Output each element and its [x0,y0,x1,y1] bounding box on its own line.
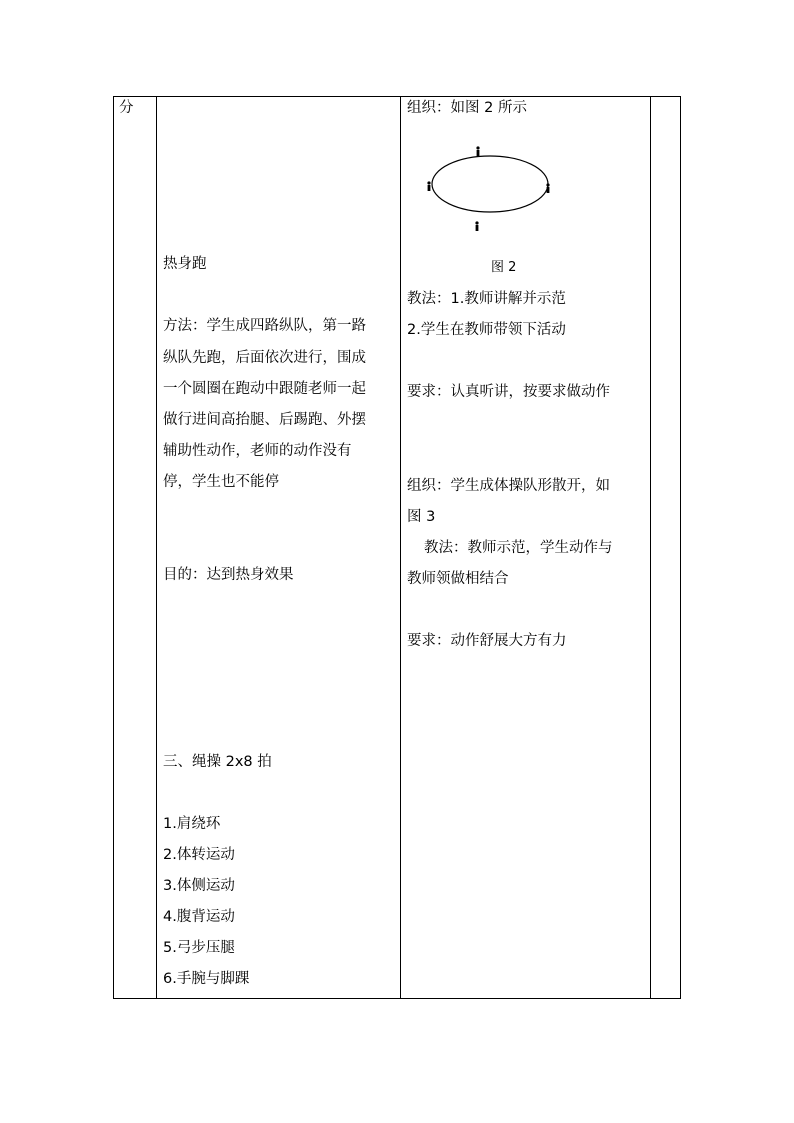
table-left-border [113,96,114,999]
rope-item-5: 5.弓步压腿 [163,940,235,956]
method-line-6: 停，学生也不能停 [163,474,279,490]
time-column-label: 分 [119,100,134,116]
rope-item-2: 2.体转运动 [163,847,235,863]
column-divider-3 [650,96,651,999]
goal-text: 目的：达到热身效果 [163,567,294,583]
method-line-3: 一个圆圈在跑动中跟随老师一起 [163,381,366,397]
rope-item-4: 4.腹背运动 [163,909,235,925]
figure-caption: 图 2 [491,260,517,275]
student-figure-bottom [475,221,478,231]
student-figure-top [476,146,479,156]
teaching-method-2-line-2: 教师领做相结合 [407,571,509,587]
rope-item-6: 6.手腕与脚踝 [163,971,250,987]
organization-text-2-line-2: 图 3 [407,509,436,525]
organization-text-2-line-1: 组织：学生成体操队形散开，如 [407,478,610,494]
table-top-border [113,96,681,97]
teaching-method-1-line-2: 2.学生在教师带领下活动 [407,322,566,338]
student-figure-right [546,183,549,193]
method-line-5: 辅助性动作，老师的动作没有 [163,443,352,459]
method-line-1: 方法：学生成四路纵队，第一路 [163,318,366,334]
circle-formation-diagram [424,142,556,234]
running-circle [432,156,548,212]
requirement-text-2: 要求：动作舒展大方有力 [407,633,567,649]
method-line-4: 做行进间高抬腿、后踢跑、外摆 [163,412,366,428]
warmup-title: 热身跑 [163,256,207,272]
requirement-text-1: 要求：认真听讲，按要求做动作 [407,384,610,400]
rope-item-1: 1.肩绕环 [163,816,221,832]
teaching-method-2-line-1: 教法：教师示范，学生动作与 [424,540,613,556]
column-divider-1 [156,96,157,999]
table-bottom-border [113,998,681,999]
rope-item-3: 3.体侧运动 [163,878,235,894]
table-right-border [680,96,681,999]
rope-exercise-title: 三、绳操 2x8 拍 [163,754,272,770]
organization-text-1: 组织：如图 2 所示 [407,100,527,116]
teaching-method-1-line-1: 教法：1.教师讲解并示范 [407,291,566,307]
method-line-2: 纵队先跑，后面依次进行，围成 [163,350,366,366]
student-figure-left [427,181,430,191]
column-divider-2 [400,96,401,999]
